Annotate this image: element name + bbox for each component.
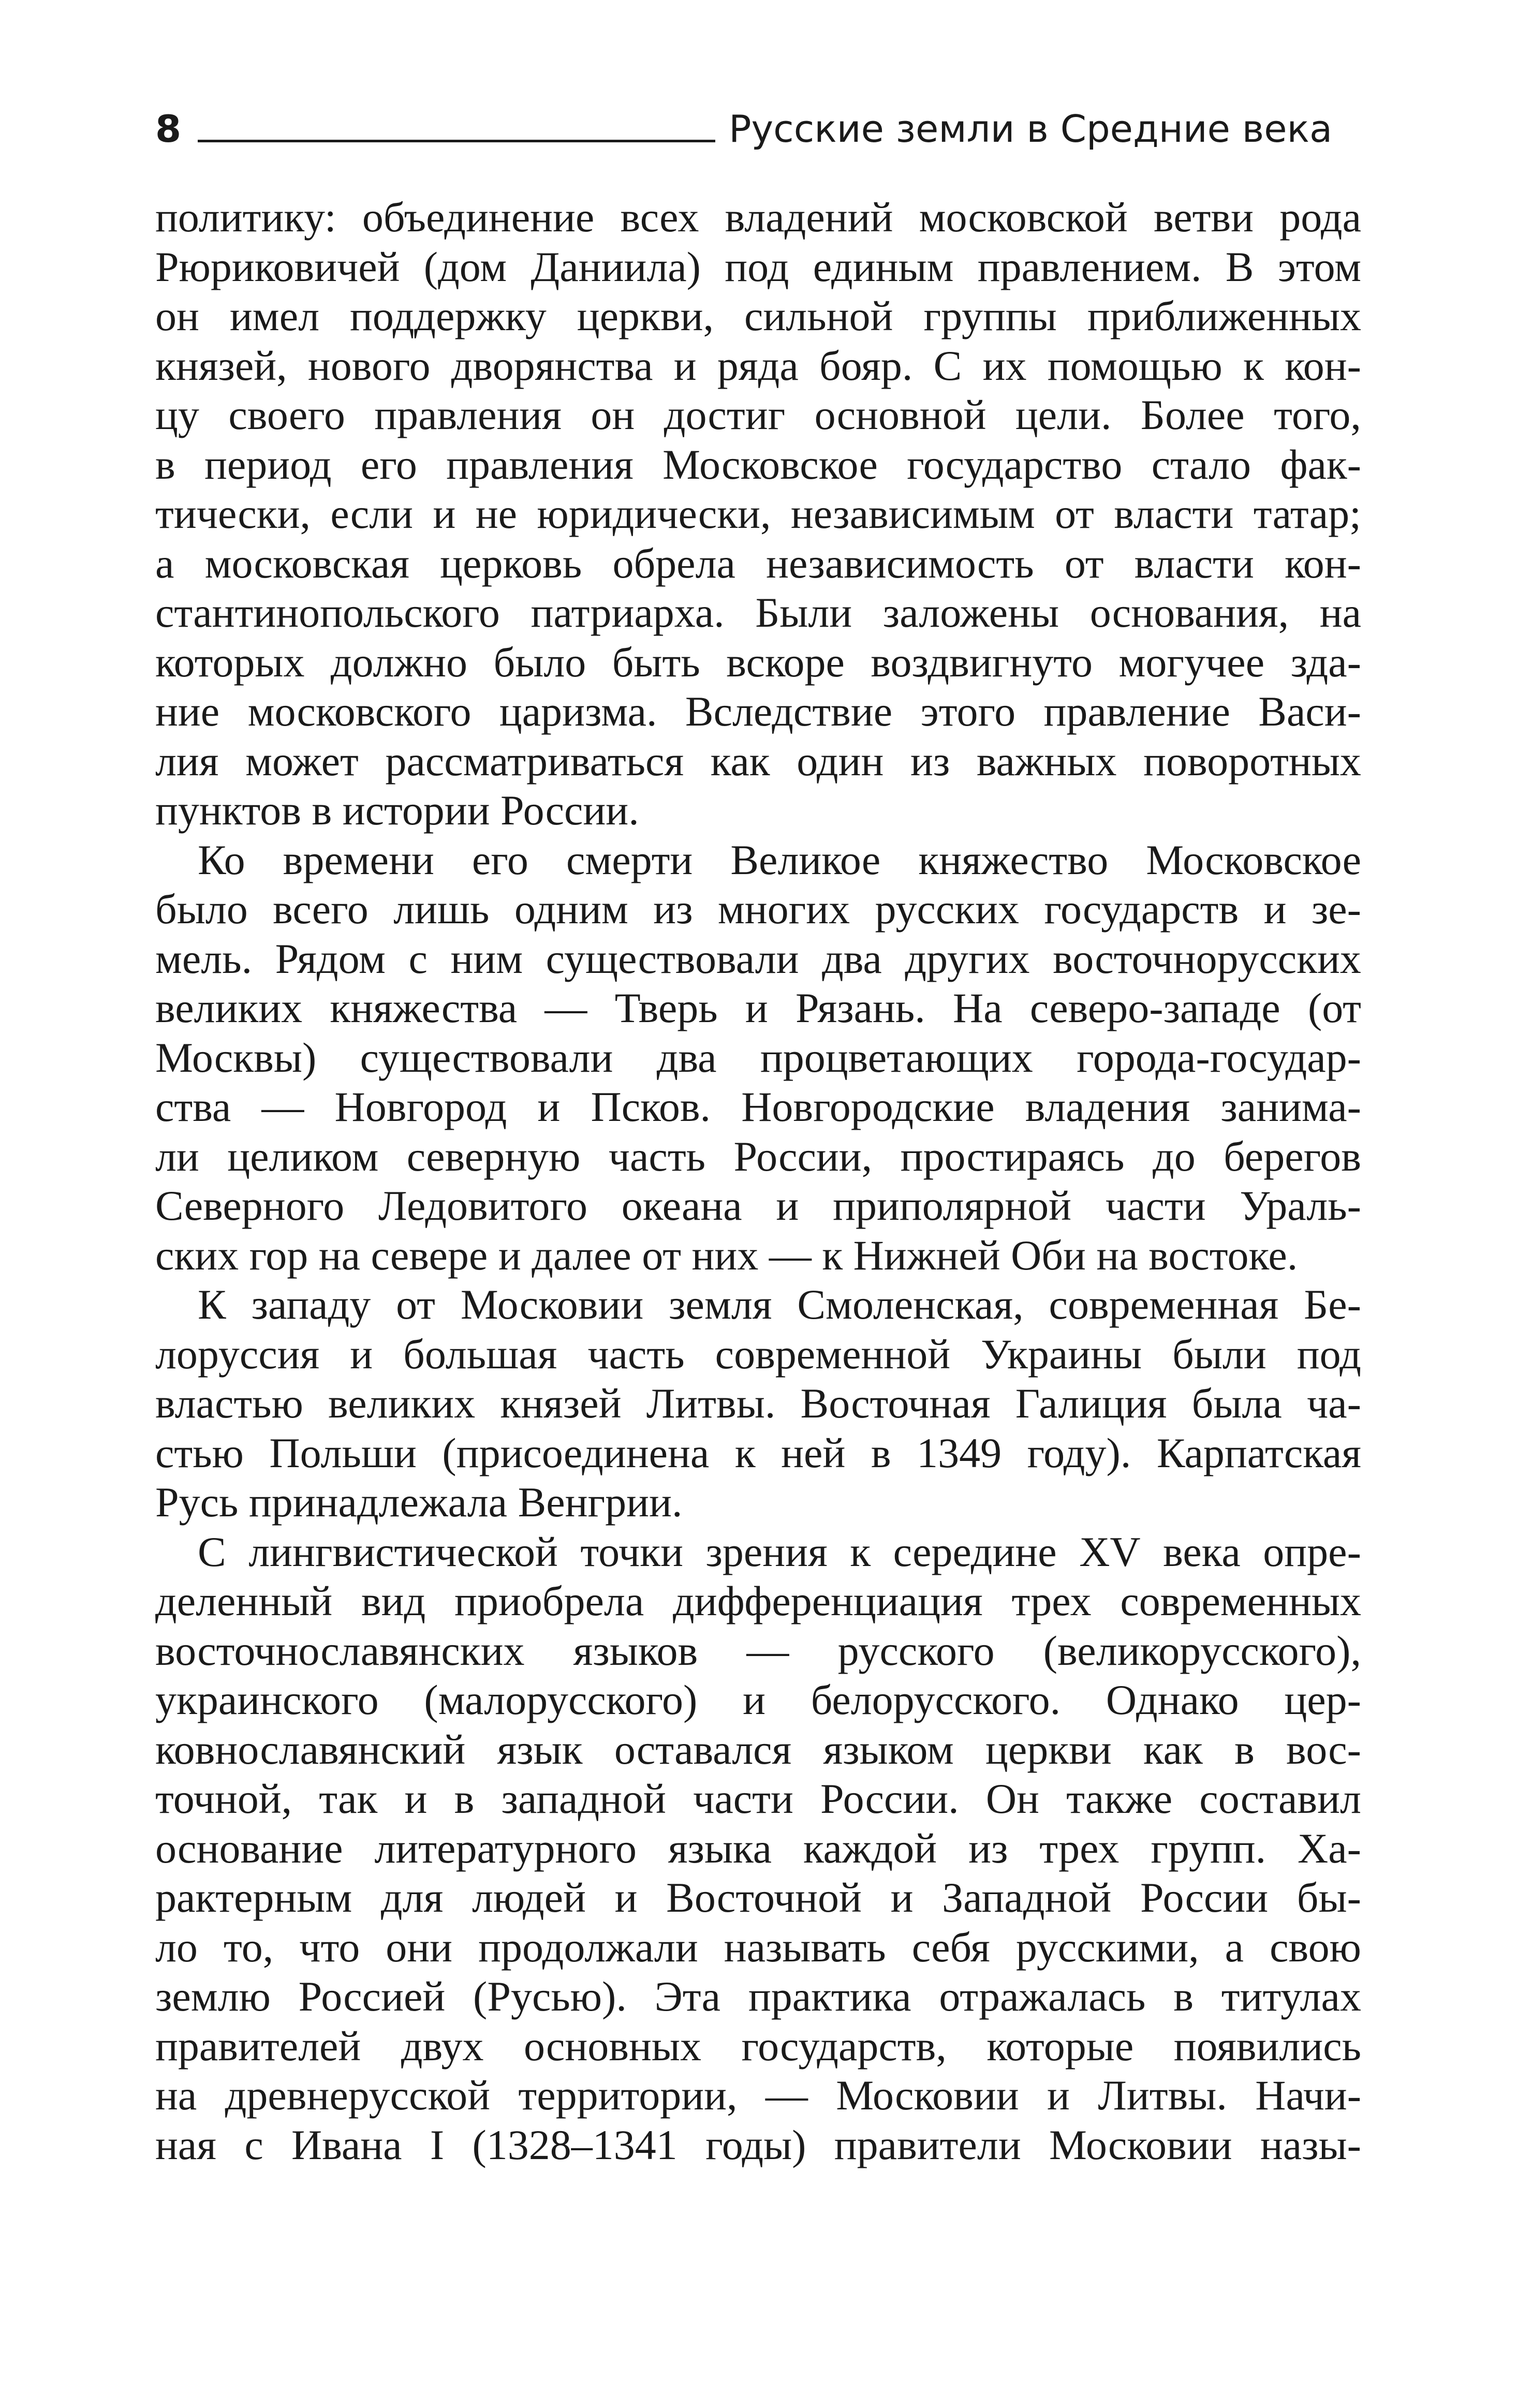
text-line: рактерным для людей и Восточной и Западной России бы- xyxy=(155,1874,1361,1921)
text-line: он имел поддержку церкви, сильной группы приближенных xyxy=(155,292,1361,339)
text-line: а московская церковь обрела независимость от власти кон- xyxy=(155,539,1361,587)
paragraph xyxy=(155,193,1361,835)
text-line: ние московского царизма. Вследствие этого правление Васи- xyxy=(155,688,1361,735)
text-line: князей, нового дворянства и ряда бояр. С их помощью к кон- xyxy=(155,342,1361,389)
text-line: ло то, что они продолжали называть себя русскими, а свою xyxy=(155,1923,1361,1971)
text-line: тически, если и не юридически, независимым от власти татар; xyxy=(155,490,1361,537)
text-line: пунктов в истории России. xyxy=(155,787,639,834)
header-rule xyxy=(198,140,715,142)
text-line: было всего лишь одним из многих русских государств и зе- xyxy=(155,885,1361,933)
text-line: ковнославянский язык оставался языком церкви как в вос- xyxy=(155,1725,1361,1773)
text-line: стью Польши (присоединена к ней в 1349 году). Карпатская xyxy=(155,1429,1361,1476)
text-line: ли целиком северную часть России, простираясь до берегов xyxy=(155,1132,1361,1180)
text-line: на древнерусской территории, — Московии и Литвы. Начи- xyxy=(155,2072,1361,2119)
paragraph xyxy=(155,1527,1361,2170)
text-line: Москвы) существовали два процветающих города-государ- xyxy=(155,1033,1361,1081)
text-line: мель. Рядом с ним существовали два других восточнорусских xyxy=(155,935,1361,982)
text-line: землю Россией (Русью). Эта практика отражалась в титулах xyxy=(155,1973,1361,2020)
text-line: Русь принадлежала Венгрии. xyxy=(155,1479,683,1526)
text-line: правителей двух основных государств, которые появились xyxy=(155,2022,1361,2070)
running-header xyxy=(155,101,1361,151)
text-line: которых должно было быть вскоре воздвигнуто могучее зда- xyxy=(155,638,1361,686)
text-line: стантинопольского патриарха. Были заложены основания, на xyxy=(155,589,1361,636)
text-line: С лингвистической точки зрения к середине XV века опре- xyxy=(198,1528,1361,1575)
text-line: основание литературного языка каждой из трех групп. Ха- xyxy=(155,1824,1361,1872)
text-line: Северного Ледовитого океана и приполярной части Ураль- xyxy=(155,1182,1361,1229)
text-line: деленный вид приобрела дифференциация трех современных xyxy=(155,1577,1361,1624)
running-title: Русские земли в Средние века xyxy=(729,107,1333,151)
text-line: Рюриковичей (дом Даниила) под единым правлением. В этом xyxy=(155,243,1361,290)
text-line: политику: объединение всех владений московской ветви рода xyxy=(155,194,1361,241)
text-line: лоруссия и большая часть современной Украины были под xyxy=(155,1330,1361,1378)
text-line: ная с Ивана I (1328–1341 годы) правители Московии назы- xyxy=(155,2121,1361,2168)
text-line: ских гор на севере и далее от них — к Нижней Оби на востоке. xyxy=(155,1231,1298,1279)
text-line: украинского (малорусского) и белорусского. Однако цер- xyxy=(155,1676,1361,1723)
text-line: ства — Новгород и Псков. Новгородские владения занима- xyxy=(155,1083,1361,1130)
body-text xyxy=(155,193,1361,2169)
paragraph xyxy=(155,1280,1361,1527)
text-line: восточнославянских языков — русского (великорусского), xyxy=(155,1627,1361,1674)
text-line: властью великих князей Литвы. Восточная Галиция была ча- xyxy=(155,1380,1361,1427)
text-line: Ко времени его смерти Великое княжество Московское xyxy=(198,836,1361,883)
text-line: точной, так и в западной части России. Он также составил xyxy=(155,1775,1361,1822)
page-number: 8 xyxy=(155,107,182,151)
paragraph xyxy=(155,835,1361,1280)
text-line: в период его правления Московское государство стало фак- xyxy=(155,440,1361,488)
text-line: цу своего правления он достиг основной цели. Более того, xyxy=(155,391,1361,438)
text-line: великих княжества — Тверь и Рязань. На северо-западе (от xyxy=(155,984,1361,1031)
text-line: лия может рассматриваться как один из важных поворотных xyxy=(155,737,1361,785)
text-line: К западу от Московии земля Смоленская, современная Бе- xyxy=(198,1281,1361,1328)
